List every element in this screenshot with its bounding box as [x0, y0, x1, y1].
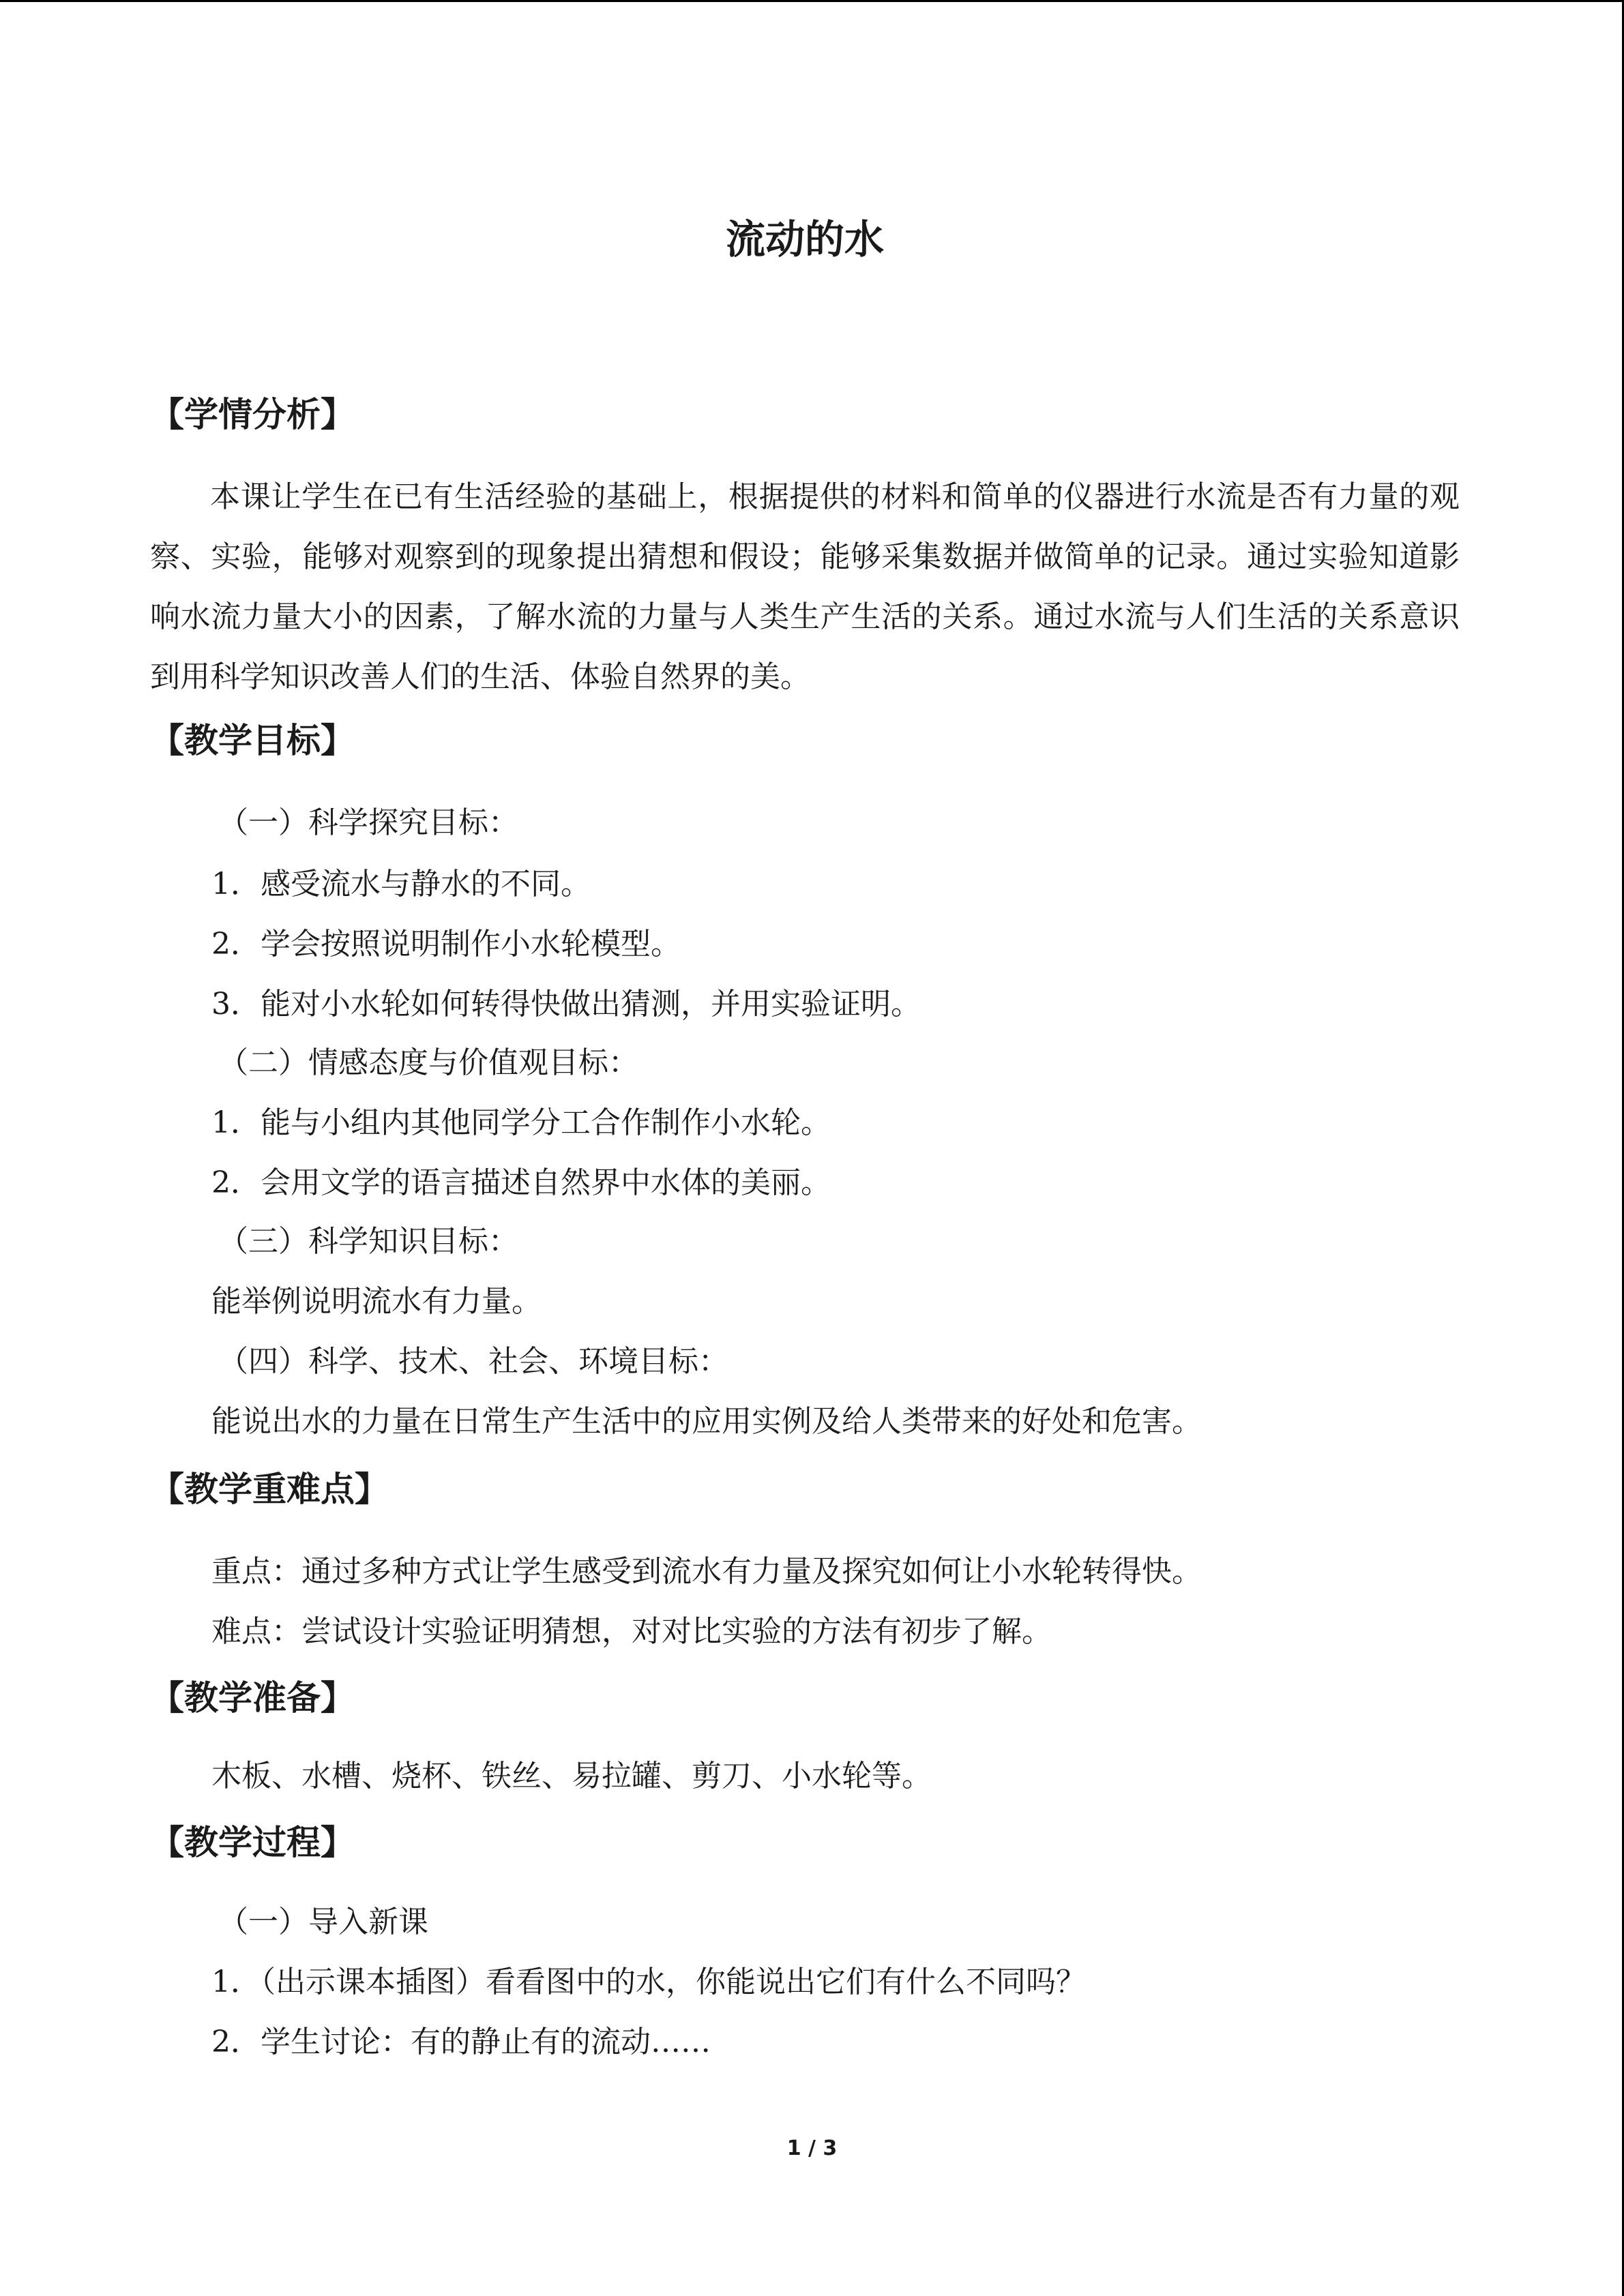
- goals-line: 能说出水的力量在日常生产生活中的应用实例及给人类带来的好处和危害。: [211, 1404, 1202, 1439]
- section-heading-process: 【教学过程】: [150, 1823, 355, 1862]
- process-line: 2．学生讨论：有的静止有的流动……: [211, 2025, 711, 2059]
- goals-line: 能举例说明流水有力量。: [211, 1284, 542, 1319]
- goals-line: 2．会用文学的语言描述自然界中水体的美丽。: [211, 1165, 831, 1200]
- section-heading-key-points: 【教学重难点】: [150, 1470, 389, 1509]
- section-heading-goals: 【教学目标】: [150, 721, 355, 760]
- key-point-line: 难点：尝试设计实验证明猜想，对对比实验的方法有初步了解。: [211, 1614, 1052, 1649]
- analysis-paragraph: 本课让学生在已有生活经验的基础上，根据提供的材料和简单的仪器进行水流是否有力量的观察、实验，能够对观察到的现象提出猜想和假设；能够采集数据并做简单的记录。通过实验知道影响水流力量大小的因素，了解水流的力量与人类生产生活的关系。通过水流与人们生活的关系意识到用科学知识改善人们的生活、体验自然界的美。: [150, 479, 1460, 694]
- goals-line: 1．感受流水与静水的不同。: [211, 867, 591, 901]
- goals-line: （二）情感态度与价值观目标：: [218, 1045, 638, 1080]
- section-heading-analysis: 【学情分析】: [150, 395, 355, 434]
- goals-line: （三）科学知识目标：: [218, 1224, 518, 1259]
- goals-line: 1．能与小组内其他同学分工合作制作小水轮。: [211, 1105, 831, 1140]
- section-heading-preparation: 【教学准备】: [150, 1678, 355, 1718]
- goals-line: （四）科学、技术、社会、环境目标：: [218, 1344, 728, 1379]
- goals-line: 2．学会按照说明制作小水轮模型。: [211, 927, 681, 961]
- document-title: 流动的水: [725, 216, 884, 263]
- process-line: （一）导入新课: [218, 1905, 428, 1939]
- goals-line: （一）科学探究目标：: [218, 805, 518, 840]
- preparation-line: 木板、水槽、烧杯、铁丝、易拉罐、剪刀、小水轮等。: [211, 1759, 932, 1793]
- goals-line: 3．能对小水轮如何转得快做出猜测，并用实验证明。: [211, 987, 921, 1022]
- process-line: 1．（出示课本插图）看看图中的水，你能说出它们有什么不同吗？: [211, 1965, 1086, 1999]
- page-number: 1 / 3: [786, 2136, 838, 2160]
- key-point-line: 重点：通过多种方式让学生感受到流水有力量及探究如何让小水轮转得快。: [211, 1554, 1202, 1589]
